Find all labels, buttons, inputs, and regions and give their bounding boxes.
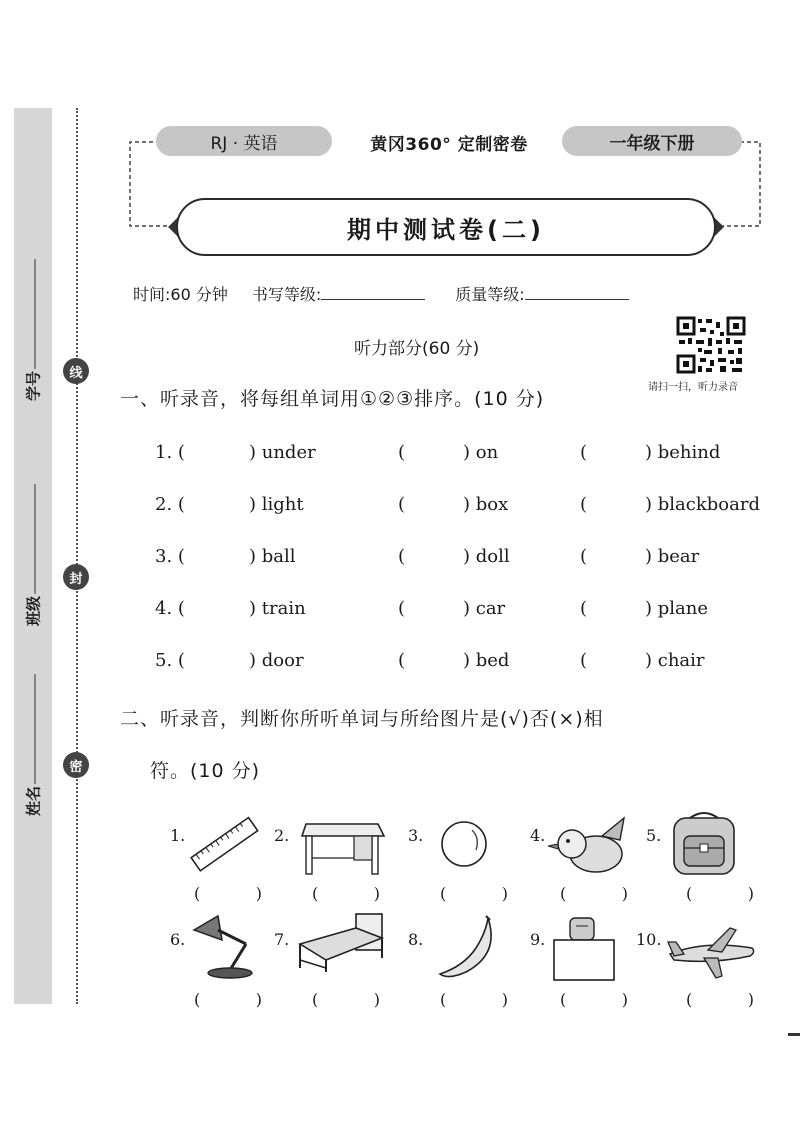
grade-badge: 一年级下册: [562, 126, 742, 156]
q3-number: 3. (: [155, 546, 185, 567]
q4-word3: ) plane: [645, 598, 708, 619]
pic9-answer[interactable]: [560, 990, 628, 1009]
pic2-close: ): [373, 884, 380, 903]
pic8-close: ): [501, 990, 508, 1009]
q4-number: 4. (: [155, 598, 185, 619]
pic8-number: 8.: [408, 930, 424, 949]
q4-word2: ) car: [463, 598, 506, 619]
q2-word1: ) light: [249, 494, 304, 515]
info-row: [133, 282, 629, 305]
pic7-number: 7.: [274, 930, 290, 949]
bird-icon: [546, 812, 632, 880]
pic1-open: (: [194, 884, 201, 903]
series-name: 黄冈360° 定制密卷: [370, 135, 528, 155]
pic5-close: ): [747, 884, 754, 903]
q3-paren2: (: [398, 546, 406, 567]
pic5-answer[interactable]: [686, 884, 754, 903]
quality-grade-label: 质量等级:: [455, 285, 525, 304]
section2-title-line2: 符。(10 分): [150, 760, 261, 782]
pic4-number: 4.: [530, 826, 546, 845]
writing-grade-blank[interactable]: [321, 299, 425, 300]
q2-number: 2. (: [155, 494, 185, 515]
page-edge-mark: [788, 1033, 800, 1036]
name-label: 姓名: [24, 785, 43, 817]
pic10-number: 10.: [636, 930, 662, 949]
q2-paren3: (: [580, 494, 588, 515]
backpack-icon: [664, 808, 744, 880]
pic5-open: (: [686, 884, 693, 903]
q3-word3: ) bear: [645, 546, 700, 567]
q1-row: [155, 442, 775, 466]
q2-row: [155, 494, 775, 518]
pic9-close: ): [621, 990, 628, 1009]
q1-word2: ) on: [463, 442, 499, 463]
pic8-open: (: [440, 990, 447, 1009]
bed-icon: [296, 910, 388, 976]
student-id-blank[interactable]: [33, 259, 35, 369]
writing-grade-label: 书写等级:: [251, 285, 322, 304]
pic7-close: ): [373, 990, 380, 1009]
pic10-answer[interactable]: [686, 990, 754, 1009]
student-id-field[interactable]: [23, 259, 44, 401]
pic4-open: (: [560, 884, 567, 903]
pic10-close: ): [747, 990, 754, 1009]
pic6-close: ): [255, 990, 262, 1009]
lamp-icon: [190, 910, 262, 980]
qr-caption: 请扫一扫，听力录音: [648, 382, 738, 393]
section1-title: 一、听录音，将每组单词用①②③排序。(10 分): [120, 388, 545, 410]
q5-row: [155, 650, 775, 674]
q2-paren2: (: [398, 494, 406, 515]
plane-icon: [664, 920, 758, 982]
q3-paren3: (: [580, 546, 588, 567]
q1-paren2: (: [398, 442, 406, 463]
time-limit: 时间:60 分钟: [133, 285, 228, 304]
pic3-open: (: [440, 884, 447, 903]
cut-line: [76, 108, 78, 1004]
class-blank[interactable]: [33, 484, 35, 594]
q2-word2: ) box: [463, 494, 509, 515]
q4-paren3: (: [580, 598, 588, 619]
q4-word1: ) train: [249, 598, 306, 619]
q4-row: [155, 598, 775, 622]
pic9-open: (: [560, 990, 567, 1009]
pic1-number: 1.: [170, 826, 186, 845]
pic10-open: (: [686, 990, 693, 1009]
pic2-answer[interactable]: [312, 884, 380, 903]
q5-word1: ) door: [249, 650, 304, 671]
name-field[interactable]: [23, 674, 44, 816]
class-label: 班级: [24, 595, 43, 627]
pic3-answer[interactable]: [440, 884, 508, 903]
q5-word3: ) chair: [645, 650, 705, 671]
seal-line: 线: [63, 358, 89, 384]
name-blank[interactable]: [33, 674, 35, 784]
q2-word3: ) blackboard: [645, 494, 760, 515]
pic7-open: (: [312, 990, 319, 1009]
desk-icon: [298, 814, 386, 878]
seal-secret: 密: [63, 752, 89, 778]
pic2-open: (: [312, 884, 319, 903]
pic8-answer[interactable]: [440, 990, 508, 1009]
q5-word2: ) bed: [463, 650, 510, 671]
q3-word1: ) ball: [249, 546, 296, 567]
pic6-answer[interactable]: [194, 990, 262, 1009]
pic1-close: ): [255, 884, 262, 903]
pic4-close: ): [621, 884, 628, 903]
q5-paren2: (: [398, 650, 406, 671]
class-field[interactable]: [23, 484, 44, 626]
section2-title-line1: 二、听录音，判断你所听单词与所给图片是(√)否(×)相: [120, 708, 604, 730]
backpack-on-box-icon: [550, 914, 618, 984]
pic2-number: 2.: [274, 826, 290, 845]
banana-icon: [436, 914, 502, 982]
q3-row: [155, 546, 775, 570]
q4-paren2: (: [398, 598, 406, 619]
listening-heading: 听力部分(60 分): [354, 339, 480, 359]
qr-code-icon[interactable]: [676, 316, 746, 374]
pic6-open: (: [194, 990, 201, 1009]
pic1-answer[interactable]: [194, 884, 262, 903]
q5-number: 5. (: [155, 650, 185, 671]
subject-badge: RJ · 英语: [156, 126, 332, 156]
q1-word3: ) behind: [645, 442, 721, 463]
seal-seal: 封: [63, 564, 89, 590]
pic3-close: ): [501, 884, 508, 903]
pic3-number: 3.: [408, 826, 424, 845]
q1-paren3: (: [580, 442, 588, 463]
q1-number: 1. (: [155, 442, 185, 463]
pic6-number: 6.: [170, 930, 186, 949]
quality-grade-blank[interactable]: [525, 299, 629, 300]
ball-icon: [438, 818, 490, 870]
q3-word2: ) doll: [463, 546, 510, 567]
pic7-answer[interactable]: [312, 990, 380, 1009]
q1-word1: ) under: [249, 442, 316, 463]
student-id-label: 学号: [24, 370, 43, 402]
ruler-icon: [188, 814, 262, 876]
exam-title: 期中测试卷(二): [176, 198, 716, 256]
pic9-number: 9.: [530, 930, 546, 949]
q5-paren3: (: [580, 650, 588, 671]
pic5-number: 5.: [646, 826, 662, 845]
pic4-answer[interactable]: [560, 884, 628, 903]
